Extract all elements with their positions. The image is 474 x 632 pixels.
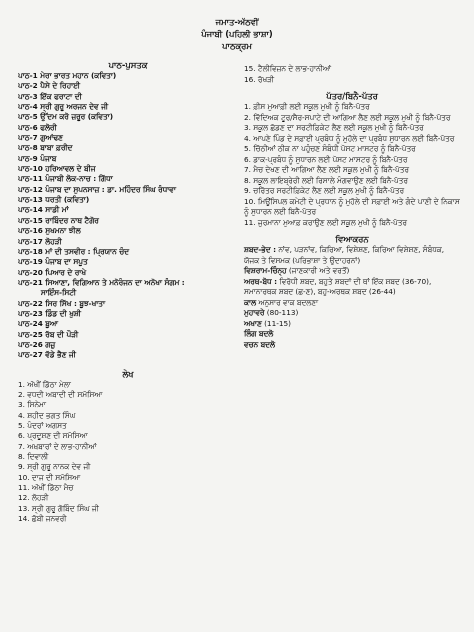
letter-item: 3. ਸਕੂਲ ਛੱਡਣ ਦਾ ਸਰਟੀਫ਼ਿਕੇਟ ਲੈਣ ਲਈ ਸਕੂਲ ਮੁਖੀ ਨੂੰ ਬਿਨੈ-ਪੱਤਰ <box>244 123 424 132</box>
grammar-number <box>244 340 460 351</box>
meaning-text: ਵਿਰੋਧੀ ਸ਼ਬਦ, ਬਹੁਤੇ ਸ਼ਬਦਾਂ ਦੀ ਥਾਂ ਇੱਕ ਸ਼ਬਦ (36-70), ਸਮਾਨਾਰਥਕ ਸ਼ਬਦ (ਛ-ਣ), ਬਹੁ-ਅਰਥਕ ਸ਼ਬਦ (26-44) <box>244 276 432 296</box>
lesson-item: ਪਾਠ-19 ਪੰਜਾਬ ਦਾ ਸਪੂਤ <box>18 257 88 267</box>
lesson-item: ਪਾਠ-27 ਵੱਡੇ ਭੈਣ ਜੀ <box>18 350 76 360</box>
grammar-gender <box>244 329 460 340</box>
essay-item: 2. ਵਧਦੀ ਅਬਾਦੀ ਦੀ ਸਮੱਸਿਆ <box>18 389 103 399</box>
lesson-item: ਪਾਠ-26 ਗਜ਼ੁ <box>18 339 56 349</box>
lesson-item: ਪਾਠ-17 ਲੋਹੜੀ <box>18 236 62 246</box>
lesson-item: ਪਾਠ-25 ਰੱਬ ਦੀ ਪੌੜੀ <box>18 329 79 339</box>
right-column <box>244 64 460 350</box>
letter-item: 10. ਮਿਊਂਸਿਪਲ ਕਮੇਟੀ ਦੇ ਪ੍ਰਧਾਨ ਨੂੰ ਮੁਹੱਲੇ ਦੀ ਸਫ਼ਾਈ ਅਤੇ ਗੰਦੇ ਪਾਣੀ ਦੇ ਨਿਕਾਸ ਨੂੰ ਸੁਧਾਰਨ ਲਈ ਬਿਨੈ-ਪੱਤਰ <box>244 196 460 216</box>
essay-item: 3. ਸਿਨੇਮਾ <box>18 400 46 410</box>
grammar-parts-of-speech <box>244 245 460 266</box>
essays-heading: ਲੇਖ <box>122 368 134 379</box>
lesson-item: ਪਾਠ-14 ਸਾਡੀ ਮਾਂ <box>18 205 69 215</box>
grammar-punctuation <box>244 266 460 277</box>
lesson-item: ਪਾਠ-3 ਇੱਕ ਫਰਾਟਾ ਦੀ <box>18 91 82 101</box>
essay-item: 6. ਪ੍ਰਦੂਸ਼ਣ ਦੀ ਸਮੱਸਿਆ <box>18 431 88 441</box>
letter-item: 6. ਡਾਕ-ਪ੍ਰਬੰਧ ਨੂੰ ਸੁਧਾਰਨ ਲਈ ਪੋਸਟ ਮਾਸਟਰ ਨੂੰ ਬਿਨੈ-ਪੱਤਰ <box>244 154 408 164</box>
lesson-item: ਪਾਠ-8 ਬਾਬਾ ਫ਼ਰੀਦ <box>18 143 73 153</box>
lesson-item: ਪਾਠ-1 ਮੇਰਾ ਭਾਰਤ ਮਹਾਨ (ਕਵਿਤਾ) <box>18 71 117 80</box>
essay-item: 14. ਛੱਬੀ ਜਨਵਰੀ <box>18 514 67 524</box>
essay-item: 1. ਅੱਖੀਂ ਡਿੱਠਾ ਮੇਲਾ <box>18 379 71 389</box>
lesson-item: ਪਾਠ-6 ਫਲੋਰੀ <box>18 122 57 132</box>
letters-list <box>244 102 460 228</box>
letters-heading: ਪੱਤਰ/ਬਿਨੈ-ਪੱਤਰ <box>326 91 378 101</box>
class-title: ਜਮਾਤ-ਅੱਠਵੀਂ <box>215 17 259 27</box>
grammar-idioms <box>244 308 460 319</box>
grammar-section <box>244 245 460 350</box>
essay-item: 11. ਅੱਖੀਂ ਡਿੱਠਾ ਮੈਚ <box>18 483 74 493</box>
essay-item: 13. ਸ੍ਰੀ ਗੁਰੂ ਗੋਬਿੰਦ ਸਿੰਘ ਜੀ <box>18 503 99 513</box>
lesson-item: ਪਾਠ-13 ਧਰਤੀ (ਕਵਿਤਾ) <box>18 195 90 205</box>
letter-item: 5. ਚਿੱਠੀਆਂ ਠੀਕ ਨਾ ਪਹੁੰਚਣ ਸੰਬੰਧੀ ਪੋਸਟ ਮਾਸਟਰ ਨੂੰ ਬਿਨੈ-ਪੱਤਰ <box>244 144 416 153</box>
meaning-label: ਅਰਥ-ਬੋਧ : <box>244 276 278 286</box>
grammar-heading: ਵਿਆਕਰਨ <box>335 234 369 244</box>
lesson-item: ਪਾਠ-24 ਬੂਆ <box>18 319 58 329</box>
essay-item: 9. ਸ੍ਰੀ ਗੁਰੂ ਨਾਨਕ ਦੇਵ ਜੀ <box>18 462 91 472</box>
grammar-tense <box>244 298 460 309</box>
lesson-item: ਪਾਠ-9 ਪੰਜਾਬ <box>18 153 57 163</box>
lesson-item: ਪਾਠ-4 ਸ੍ਰੀ ਗੁਰੂ ਅਰਜਨ ਦੇਵ ਜੀ <box>18 102 109 112</box>
subject-title: ਪੰਜਾਬੀ (ਪਹਿਲੀ ਭਾਸ਼ਾ) <box>201 29 273 39</box>
lessons-list <box>18 71 238 361</box>
grammar-meaning <box>244 277 460 298</box>
grammar-proverbs <box>244 319 460 330</box>
letter-item: 9. ਚਰਿੱਤਰ ਸਰਟੀਫ਼ਿਕੇਟ ਲੈਣ ਲਈ ਸਕੂਲ ਮੁਖੀ ਨੂੰ ਬਿਨੈ-ਪੱਤਰ <box>244 186 405 195</box>
lesson-item: ਪਾਠ-2 ਪੈਸੇ ਦੇ ਰਿਹਾਈ <box>18 81 80 91</box>
essay-item: 7. ਅਖ਼ਬਾਰਾਂ ਦੇ ਲਾਭ-ਹਾਨੀਆਂ <box>18 441 97 451</box>
gender-label: ਲਿੰਗ ਬਦਲੋ <box>244 329 274 338</box>
letter-item: 4. ਆਪਣੇ ਪਿੰਡ ਦੇ ਸਫ਼ਾਈ ਪ੍ਰਬੰਧ ਨੂੰ ਮੁਹੱਲੇ ਦਾ ਪ੍ਰਬੰਧ ਸੁਧਾਰਨ ਲਈ ਬਿਨੈ-ਪੱਤਰ <box>244 133 455 143</box>
lesson-item: ਪਾਠ-20 ਪਿਆਰ ਦੇ ਰਾਖੇ <box>18 267 86 277</box>
parts-of-speech-text: ਨਾਂਵ, ਪੜਨਾਂਵ, ਕਿਰਿਆ, ਵਿਸ਼ੇਸ਼ਣ, ਕਿਰਿਆ ਵਿਸ਼ੇਸ਼ਣ, ਸੰਬੰਧਕ, ਯੋਜਕ ਤੇ ਵਿਸਮਕ (ਪਰਿਭਾਸ਼ਾ ਤੇ ਉਦਾਹਰਨਾਂ) <box>244 245 445 265</box>
idioms-text: (80-113) <box>266 308 299 317</box>
tense-label: ਕਾਲ <box>244 297 256 307</box>
letter-item: 7. ਮੈਚ ਦੇਖਣ ਦੀ ਆਗਿਆ ਲੈਣ ਲਈ ਸਕੂਲ ਮੁਖੀ ਨੂੰ ਬਿਨੈ-ਪੱਤਰ <box>244 165 409 174</box>
lesson-item: ਪਾਠ-16 ਸੁਖਮਨਾ ਝੀਲ <box>18 226 81 236</box>
essay-item: 16. ਰੱਖੜੀ <box>244 74 275 84</box>
lesson-item: ਪਾਠ-21 ਸਿਆਣਾ, ਵਿਗਿਆਨ ਤੇ ਮਨੋਰੰਜਨ ਦਾ ਅਨੋਖਾ ਸੰਗਮ : <box>18 277 185 287</box>
page-header <box>0 16 474 52</box>
number-label: ਵਚਨ ਬਦਲੋ <box>244 339 275 349</box>
letter-item: 1. ਫ਼ੀਸ ਮੁਆਫ਼ੀ ਲਈ ਸਕੂਲ ਮੁਖੀ ਨੂੰ ਬਿਨੈ-ਪੱਤਰ <box>244 102 370 111</box>
letter-item: 2. ਵਿੱਦਿਅਕ ਟੂਰ/ਸੈਰ-ਸਪਾਟੇ ਦੀ ਆਗਿਆ ਲੈਣ ਲਈ ਸਕੂਲ ਮੁਖੀ ਨੂੰ ਬਿਨੈ-ਪੱਤਰ <box>244 112 451 122</box>
tense-text: ਅਨੁਸਾਰ ਵਾਕ ਬਦਲਣਾ <box>258 297 319 307</box>
essay-item: 15. ਟੈਲੀਵਿਜ਼ਨ ਦੇ ਲਾਭ-ਹਾਨੀਆਂ <box>244 64 331 73</box>
lesson-item: ਪਾਠ-15 ਰਾਬਿੰਦਰ ਨਾਥ ਟੈਗੋਰ <box>18 215 99 225</box>
essay-item: 5. ਪੰਦਰਾਂ ਅਗਸਤ <box>18 421 67 430</box>
lesson-item: ਪਾਠ-5 ਉੱਦਮ ਕਰੋ ਜ਼ਰੂਰ (ਕਵਿਤਾ) <box>18 112 114 122</box>
lesson-item: ਪਾਠ-10 ਹਰਿਆਵਲ ਦੇ ਬੀਜ <box>18 164 96 174</box>
left-column <box>18 60 238 524</box>
syllabus-title: ਪਾਠਕ੍ਰਮ <box>222 41 252 51</box>
essay-item: 8. ਦਿਵਾਲੀ <box>18 452 49 462</box>
essay-item: 10. ਦਾਜ ਦੀ ਸਮੱਸਿਆ <box>18 472 81 482</box>
punctuation-label: ਵਿਸ਼ਰਾਮ-ਚਿੰਨ੍ਹ <box>244 266 287 275</box>
letter-item: 8. ਸਕੂਲ ਲਾਇਬ੍ਰੇਰੀ ਲਈ ਰਿਸਾਲੇ ਮੰਗਵਾਉਣ ਲਈ ਬਿਨੈ-ਪੱਤਰ <box>244 175 408 185</box>
proverbs-text: (11-15) <box>264 318 291 328</box>
textbook-heading: ਪਾਠ-ਪੁਸਤਕ <box>108 60 148 70</box>
lesson-item: ਪਾਠ-23 ਡਿੰਡ ਦੀ ਖੁਸ਼ੀ <box>18 308 81 318</box>
proverbs-label: ਅਖਾਣ <box>244 318 262 328</box>
lesson-item: ਪਾਠ-22 ਸਿਰ ਸਿੱਖ : ਬੂਝ-ਖਾਤਾ <box>18 298 106 308</box>
idioms-label: ਮੁਹਾਵਰੇ <box>244 308 265 317</box>
letter-item: 11. ਜੁਰਮਾਨਾ ਮੁਆਫ਼ ਕਰਾਉਣ ਲਈ ਸਕੂਲ ਮੁਖੀ ਨੂੰ ਬਿਨੈ-ਪੱਤਰ <box>244 217 407 227</box>
lesson-item: ਸਾਇੰਸ-ਸਿਟੀ <box>18 288 77 298</box>
essays-continued-list <box>244 64 460 85</box>
punctuation-text: (ਜਾਣਕਾਰੀ ਅਤੇ ਵਰਤੋਂ) <box>288 266 350 275</box>
lesson-item: ਪਾਠ-12 ਪੰਜਾਬ ਦਾ ਸੁਪਨਸਾਜ਼ : ਡਾ. ਮਹਿੰਦਰ ਸਿੰਘ ਰੰਧਾਵਾ <box>18 184 176 194</box>
essays-list <box>18 380 238 525</box>
parts-of-speech-label: ਸ਼ਬਦ-ਭੇਦ : <box>244 245 277 254</box>
lesson-item: ਪਾਠ-7 ਗੁਆਂਢਣ <box>18 133 63 143</box>
essay-item: 12. ਲੋਹੜੀ <box>18 493 49 503</box>
lesson-item: ਪਾਠ-18 ਮਾਂ ਦੀ ਤਸਵੀਰ : ਪ੍ਰਿਯਾਨ ਚੰਦ <box>18 246 129 256</box>
essay-item: 4. ਸ਼ਹੀਦ ਭਗਤ ਸਿੰਘ <box>18 410 76 420</box>
lesson-item: ਪਾਠ-11 ਪੰਜਾਬੀ ਲੋਕ-ਨਾਚ : ਗਿੱਧਾ <box>18 174 113 184</box>
